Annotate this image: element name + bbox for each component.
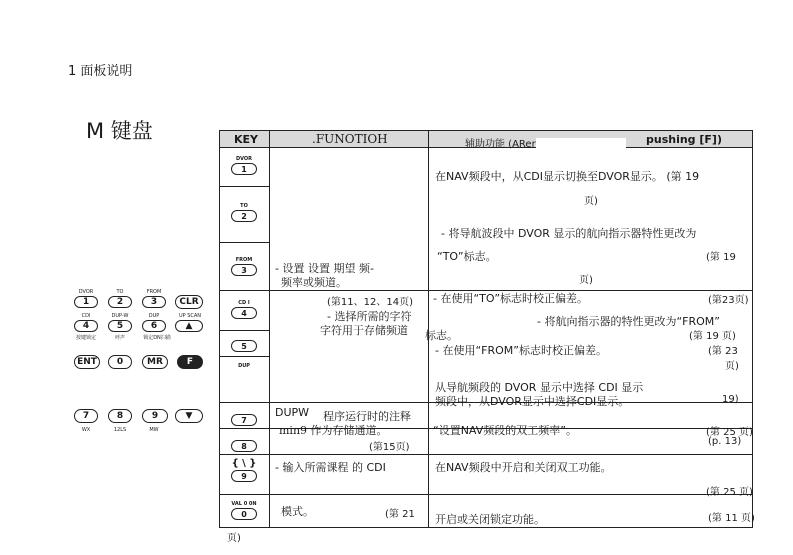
keypad-key-ent: ENT (74, 355, 100, 369)
key-cell (229, 363, 259, 370)
key-button: 2 (231, 210, 257, 222)
key-caption (229, 407, 259, 414)
table-border-left (219, 148, 220, 528)
keypad-caption: 按键锁定 (75, 335, 96, 341)
key-cell (229, 300, 259, 319)
key-caption: DVOR (235, 156, 253, 162)
key-caption: CD I (238, 300, 250, 306)
aux-text: 19) (722, 394, 739, 405)
column-divider (269, 130, 270, 528)
function-text: - 选择所需的字符 (327, 310, 412, 323)
header-aux-text: 辅助功能 (ARer (465, 139, 536, 150)
function-text: 字符用于存储频道 (320, 324, 408, 337)
aux-text: (第 25 页) (706, 487, 753, 498)
keypad-key-down: ▼ (175, 409, 203, 423)
row-divider (219, 330, 269, 331)
header-key: KEY (234, 133, 259, 146)
aux-text: (第 19 (706, 252, 736, 263)
section-heading: 1 面板说明 (68, 64, 133, 79)
table-border-bottom (219, 527, 753, 528)
aux-text: (第 19 页) (689, 331, 736, 342)
key-button: 0 (231, 508, 257, 520)
row-divider (219, 494, 753, 495)
aux-text: “TO”标志。 (437, 250, 497, 263)
aux-text: 页) (579, 275, 593, 286)
table-border-right (752, 130, 753, 528)
key-cell (229, 203, 259, 222)
key-button: 4 (231, 307, 257, 319)
table-header (219, 130, 753, 148)
aux-text: 在NAV频段中，从CDI显示切换至DVOR显示。 (第 19 (435, 170, 700, 183)
key-button: 7 (231, 414, 257, 426)
keypad-caption: TO (116, 289, 124, 295)
aux-text: (第 25 页) (706, 427, 753, 438)
function-text: DUPW (275, 406, 310, 419)
keypad-key-2: 2 (108, 296, 132, 308)
keypad-key-f: F (177, 355, 203, 369)
key-cell (229, 257, 259, 276)
key-button: 8 (231, 440, 257, 452)
header-push: pushing [F]) (646, 133, 722, 146)
key-caption: FROM (235, 257, 253, 263)
key-button: 9 (231, 470, 257, 482)
key-button: 5 (231, 340, 257, 352)
key-function-table (219, 130, 755, 544)
key-caption: TO (240, 203, 248, 209)
function-text: - 输入所需课程 的 CDI (275, 461, 386, 474)
key-caption: DUP (238, 363, 250, 369)
keypad-key-clr: CLR (175, 295, 203, 309)
keypad-key-3: 3 (142, 296, 166, 308)
aux-text: - 将导航波段中 DVOR 显示的航向指示器特性更改为 (441, 227, 697, 240)
aux-text: - 在使用“TO”标志时校正偏差。 (433, 292, 589, 305)
keypad-key-4: 4 (74, 320, 98, 332)
aux-text: 标志。 (425, 329, 458, 342)
keypad-key-up: ▲ (175, 320, 203, 332)
key-cell (229, 433, 259, 452)
row-divider (219, 242, 269, 243)
key-caption (229, 433, 259, 440)
aux-text: (第23页) (708, 295, 749, 306)
aux-text: (第 11 页) (708, 513, 755, 524)
key-caption: VAL 0 0N (231, 501, 257, 507)
key-button: 3 (231, 264, 257, 276)
header-function: .FUNOTIOH (312, 132, 388, 146)
keypad-caption: 锁定DN扫描 (143, 335, 171, 341)
keypad-key-5: 5 (108, 320, 132, 332)
keypad-caption: DVOR (78, 289, 94, 295)
function-text: min9 作为存储通道。 (279, 424, 388, 437)
header-blank (536, 138, 626, 150)
keypad-caption: WX (81, 427, 91, 433)
keypad-key-6: 6 (142, 320, 166, 332)
function-text: (第15页) (369, 442, 410, 453)
keypad-key-mr: MR (142, 355, 168, 369)
keypad-key-9: 9 (142, 409, 168, 423)
key-cell (229, 407, 259, 426)
function-text: (第11、12、14页) (327, 297, 413, 308)
aux-text: 从导航频段的 DVOR 显示中选择 CDI 显示 (435, 381, 644, 394)
aux-text: (p. 13) (708, 436, 742, 447)
key-cell (229, 156, 259, 175)
function-text: (第 21 (385, 509, 415, 520)
keypad-caption: 呼声 (114, 335, 125, 341)
key-cell (229, 501, 259, 520)
aux-text: 页) (584, 196, 598, 207)
aux-text: - 在使用“FROM”标志时校正偏差。 (435, 344, 607, 357)
function-text: 页) (227, 533, 241, 544)
aux-text: - 将航向指示器的特性更改为“FROM” (537, 315, 720, 328)
keypad-caption: CDI (81, 313, 91, 319)
keypad-key-1: 1 (74, 296, 98, 308)
keypad-caption: FROM (146, 289, 162, 295)
keypad-key-8: 8 (108, 409, 132, 423)
keypad-caption: UP SCAN (178, 313, 202, 319)
keypad-key-0: 0 (108, 355, 132, 369)
aux-text: (第 23 (708, 346, 738, 357)
keypad-caption: DUP-W (111, 313, 129, 319)
row-divider (219, 356, 269, 357)
function-text: 频率或频道。 (281, 276, 347, 289)
aux-text: 在NAV频段中开启和关闭双工功能。 (435, 461, 612, 474)
aux-text: 页) (725, 361, 739, 372)
aux-text: 开启或关闭锁定功能。 (435, 513, 545, 526)
keypad-caption: MW (149, 427, 159, 433)
keypad-caption: 12LS (113, 427, 127, 433)
key-cell (229, 458, 259, 482)
key-button: 1 (231, 163, 257, 175)
aux-text: “设置NAV频段的双工频率”。 (433, 424, 577, 437)
function-text: 程序运行时的注释 (323, 410, 411, 423)
page-title: M 键盘 (86, 119, 153, 143)
keypad-caption: DUP (148, 313, 160, 319)
key-cell (229, 333, 259, 352)
function-text: - 设置 设置 期望 频- (275, 262, 374, 275)
row-divider (219, 186, 269, 187)
key-caption (229, 333, 259, 340)
header-aux (465, 135, 626, 150)
keypad-key-7: 7 (74, 409, 98, 423)
function-text: 模式。 (281, 505, 314, 518)
row-divider (219, 454, 753, 455)
key-caption: { \ } (231, 458, 257, 469)
aux-text: 频段中，从DVOR显示中选择CDI显示。 (435, 395, 630, 408)
